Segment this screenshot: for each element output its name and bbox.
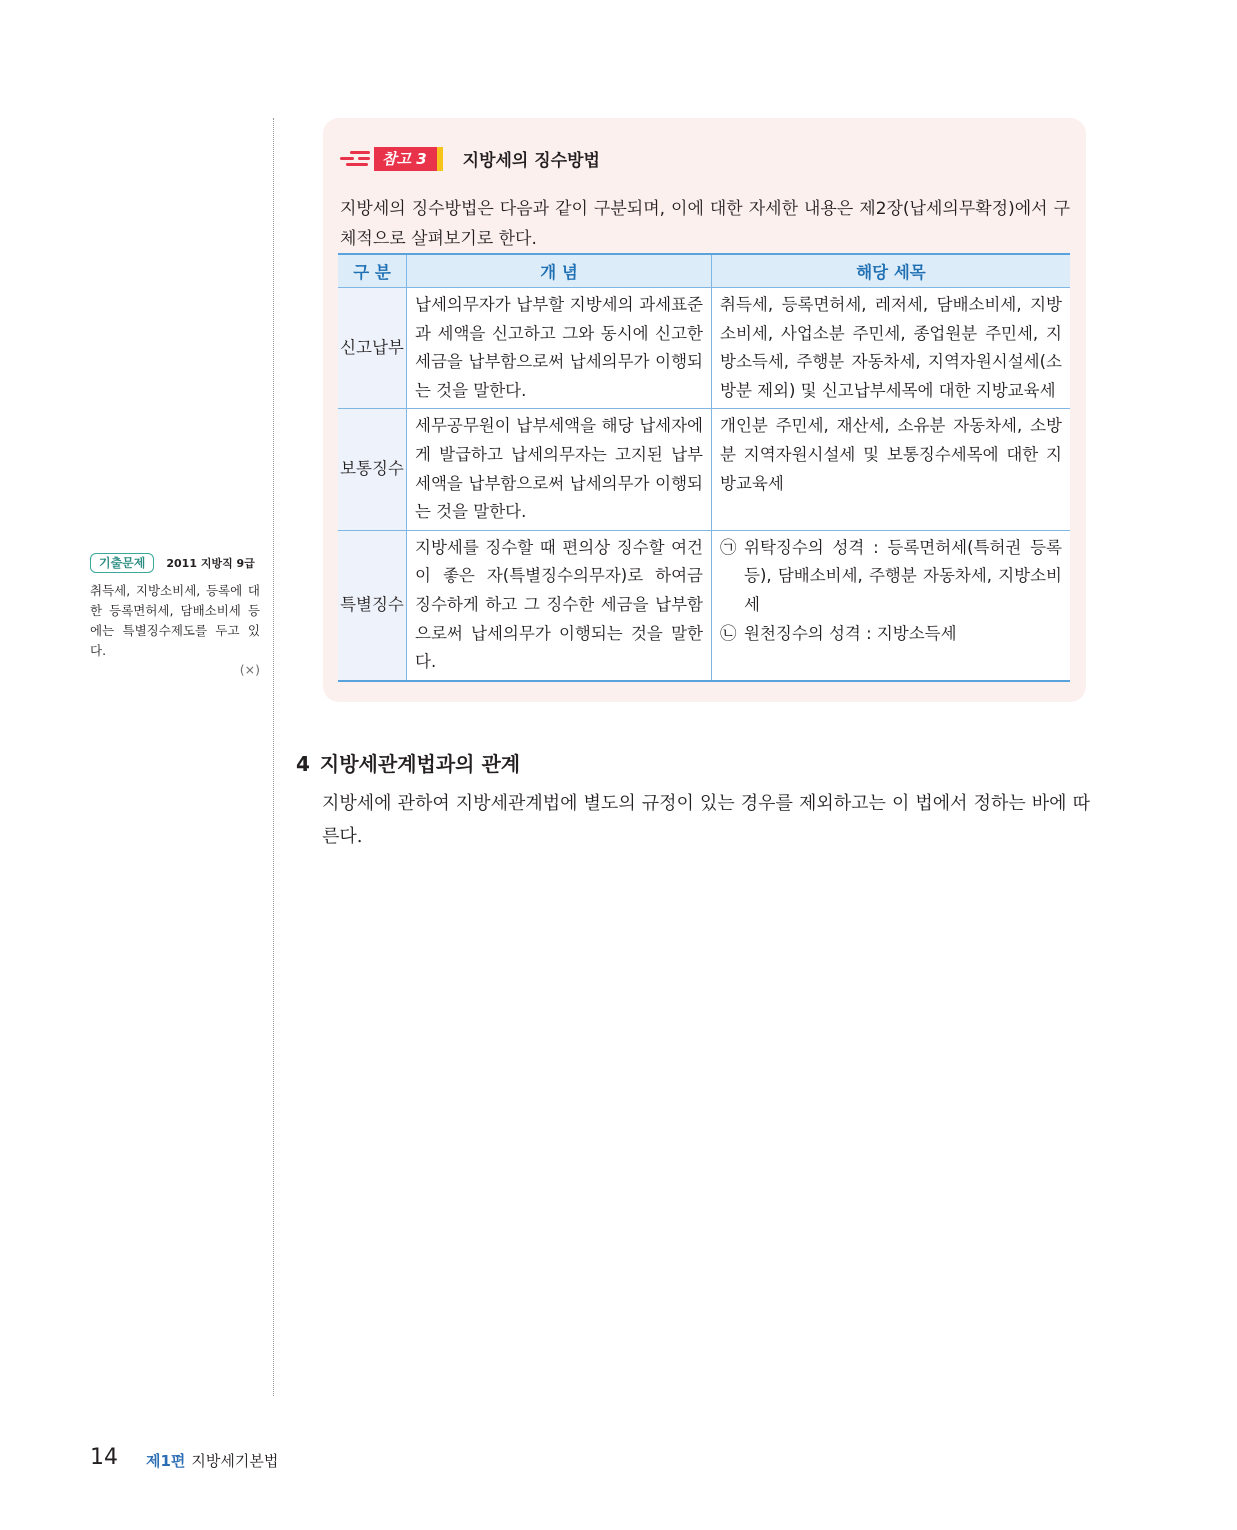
table-row	[338, 530, 1070, 680]
row-concept: 납세의무자가 납부할 지방세의 과세표준과 세액을 신고하고 그와 동시에 신고한 세금을 납부함으로써 납세의무가 이행되는 것을 말한다.	[407, 288, 712, 409]
row-concept: 지방세를 징수할 때 편의상 징수할 여건이 좋은 자(특별징수의무자)로 하여금 징수하게 하고 그 징수한 세금을 납부함으로써 납세의무가 이행되는 것을 말한다.	[407, 530, 712, 680]
table-header-row	[338, 254, 1070, 288]
collection-method-table	[338, 253, 1070, 682]
header-concept: 개 념	[407, 254, 712, 288]
header-category: 구 분	[338, 254, 407, 288]
tax-list-item	[720, 620, 1062, 649]
item-marker: ㉡	[720, 623, 737, 643]
past-exam-header	[90, 553, 260, 573]
past-exam-answer: (×)	[239, 662, 260, 677]
table-row	[338, 288, 1070, 409]
row-category: 신고납부	[338, 288, 407, 409]
past-exam-text: 취득세, 지방소비세, 등록에 대한 등록면허세, 담배소비세 등에는 특별징수제도를 두고 있다.	[90, 583, 260, 658]
section-number: 4	[296, 752, 310, 776]
past-exam-source: 2011 지방직 9급	[166, 557, 255, 570]
reference-intro: 지방세의 징수방법은 다음과 같이 구분되며, 이에 대한 자세한 내용은 제2장(납세의무확정)에서 구체적으로 살펴보기로 한다.	[340, 199, 1070, 249]
reference-header	[340, 146, 600, 171]
page-number: 14	[90, 1445, 118, 1470]
header-taxes: 해당 세목	[712, 254, 1071, 288]
part-label: 제1편	[146, 1452, 186, 1470]
row-taxes	[712, 530, 1071, 680]
margin-divider	[273, 118, 274, 1396]
speed-lines-icon	[340, 148, 372, 170]
row-concept: 세무공무원이 납부세액을 해당 납세자에게 발급하고 납세의무자는 고지된 납부세액을 납부함으로써 납세의무가 이행되는 것을 말한다.	[407, 409, 712, 530]
past-exam-badge: 기출문제	[90, 553, 154, 573]
past-exam-note	[90, 553, 260, 679]
reference-box	[323, 118, 1086, 702]
row-taxes: 취득세, 등록면허세, 레저세, 담배소비세, 지방소비세, 사업소분 주민세, 종업원분 주민세, 지방소득세, 주행분 자동차세, 지역자원시설세(소방분 제외) 및 신고납부세목에 대한 지방교육세	[712, 288, 1071, 409]
reference-badge: 참고 3	[374, 147, 443, 171]
tax-list-item	[720, 534, 1062, 620]
item-text: 원천징수의 성격 : 지방소득세	[744, 623, 957, 643]
running-footer	[146, 1450, 278, 1471]
table-row	[338, 409, 1070, 530]
item-marker: ㉠	[720, 537, 737, 557]
row-taxes: 개인분 주민세, 재산세, 소유분 자동차세, 소방분 지역자원시설세 및 보통징수세목에 대한 지방교육세	[712, 409, 1071, 530]
section-body: 지방세에 관하여 지방세관계법에 별도의 규정이 있는 경우를 제외하고는 이 법에서 정하는 바에 따른다.	[322, 793, 1090, 847]
reference-title: 지방세의 징수방법	[462, 151, 600, 171]
part-title: 지방세기본법	[191, 1452, 279, 1470]
row-category: 특별징수	[338, 530, 407, 680]
section-title: 지방세관계법과의 관계	[319, 752, 521, 776]
item-text: 위탁징수의 성격 : 등록면허세(특허권 등록 등), 담배소비세, 주행분 자동차세, 지방소비세	[744, 537, 1062, 614]
section-heading	[296, 748, 520, 777]
row-category: 보통징수	[338, 409, 407, 530]
